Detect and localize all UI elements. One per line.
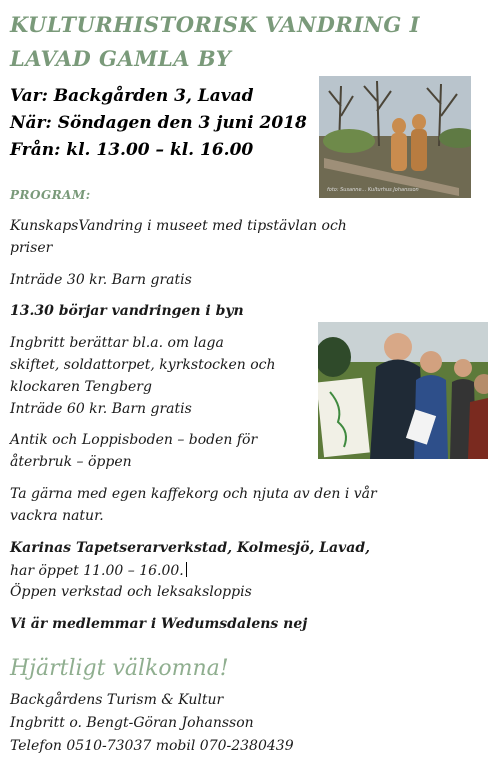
- program-item-8: har öppet 11.00 – 16.00.: [10, 563, 184, 579]
- program-item-1-line-2: priser: [10, 240, 53, 256]
- program-item-3: 13.30 börjar vandringen i byn: [10, 303, 244, 319]
- page-title-line-1: KULTURHISTORISK VANDRING I: [10, 12, 420, 37]
- footer-organization: Backgårdens Turism & Kultur: [10, 692, 224, 708]
- group-with-map-photo: [318, 322, 488, 459]
- program-item-6-line-1: Ta gärna med egen kaffekorg och njuta av den i vår: [10, 486, 377, 502]
- photo-caption: foto: Susanne... Kulturhus Johansson: [327, 187, 419, 193]
- event-location: Var: Backgården 3, Lavad: [10, 86, 254, 106]
- text-cursor: [186, 562, 187, 577]
- program-item-9: Öppen verkstad och leksaksloppis: [10, 584, 252, 600]
- program-item-4-line-2: skiftet, soldattorpet, kyrkstocken och: [10, 357, 276, 373]
- program-heading: PROGRAM:: [10, 188, 91, 202]
- page-title-line-2: LAVAD GAMLA BY: [10, 46, 232, 71]
- event-date: När: Söndagen den 3 juni 2018: [10, 113, 307, 133]
- program-item-4-line-1: Ingbritt berättar bl.a. om laga: [10, 335, 224, 351]
- program-item-4-line-4: Inträde 60 kr. Barn gratis: [10, 401, 192, 417]
- program-item-8-wrap: [10, 562, 187, 579]
- program-item-10: Vi är medlemmar i Wedumsdalens nej: [10, 616, 308, 632]
- program-item-7: Karinas Tapetserarverkstad, Kolmesjö, Lavad,: [10, 540, 370, 556]
- program-item-1-line-1: KunskapsVandring i museet med tipstävlan och: [10, 218, 347, 234]
- footer-names: Ingbritt o. Bengt-Göran Johansson: [10, 715, 254, 731]
- footer-phone: Telefon 0510-73037 mobil 070-2380439: [10, 738, 294, 754]
- program-item-4-line-3: klockaren Tengberg: [10, 379, 152, 395]
- welcome-heading: Hjärtligt välkomna!: [10, 656, 229, 681]
- wooden-sculptures-photo: [319, 76, 471, 198]
- program-item-6-line-2: vackra natur.: [10, 508, 104, 524]
- program-item-5-line-1: Antik och Loppisboden – boden för: [10, 432, 258, 448]
- event-time: Från: kl. 13.00 – kl. 16.00: [10, 140, 254, 160]
- program-item-5-line-2: återbruk – öppen: [10, 454, 132, 470]
- program-item-2: Inträde 30 kr. Barn gratis: [10, 272, 192, 288]
